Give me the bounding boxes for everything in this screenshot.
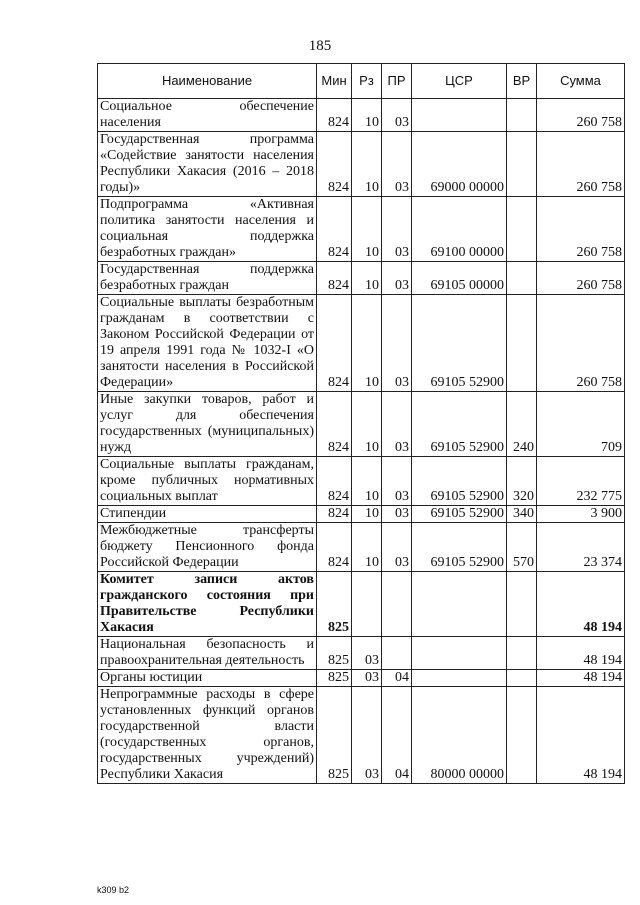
- cell-pr: 03: [382, 457, 412, 506]
- cell-name: Органы юстиции: [98, 670, 317, 687]
- cell-name: Иные закупки товаров, работ и услуг для обеспечения государственных (муниципальных) нужд: [98, 392, 317, 457]
- cell-csr: 69105 52900: [412, 392, 507, 457]
- cell-pr: 04: [382, 670, 412, 687]
- header-vr: ВР: [507, 64, 537, 99]
- table-row: [98, 295, 625, 392]
- cell-name: Национальная безопасность и правоохранительная деятельность: [98, 637, 317, 670]
- header-rz: Рз: [352, 64, 382, 99]
- cell-min: 824: [317, 457, 352, 506]
- page-number: 185: [308, 38, 332, 54]
- cell-pr: 03: [382, 295, 412, 392]
- cell-rz: 10: [352, 262, 382, 295]
- cell-rz: 10: [352, 392, 382, 457]
- cell-rz: 10: [352, 523, 382, 572]
- cell-pr: [382, 572, 412, 637]
- cell-csr: 69000 00000: [412, 132, 507, 197]
- cell-csr: [412, 99, 507, 132]
- budget-table: [97, 63, 625, 784]
- footer-code: k309 b2: [97, 885, 130, 895]
- cell-vr: [507, 295, 537, 392]
- cell-sum: 260 758: [537, 197, 625, 262]
- table-row: [98, 637, 625, 670]
- cell-rz: 10: [352, 197, 382, 262]
- cell-csr: 69105 52900: [412, 295, 507, 392]
- cell-rz: [352, 572, 382, 637]
- cell-pr: 03: [382, 523, 412, 572]
- cell-csr: 69105 52900: [412, 457, 507, 506]
- cell-vr: [507, 670, 537, 687]
- cell-pr: 03: [382, 392, 412, 457]
- cell-min: 825: [317, 687, 352, 784]
- cell-rz: 03: [352, 637, 382, 670]
- cell-vr: 320: [507, 457, 537, 506]
- cell-sum: 3 900: [537, 506, 625, 523]
- table-row: [98, 670, 625, 687]
- table-row: [98, 99, 625, 132]
- cell-name: Социальное обеспечение населения: [98, 99, 317, 132]
- cell-sum: 23 374: [537, 523, 625, 572]
- cell-min: 824: [317, 132, 352, 197]
- cell-csr: [412, 637, 507, 670]
- table-header-row: [98, 64, 625, 99]
- cell-name: Государственная поддержка безработных граждан: [98, 262, 317, 295]
- cell-csr: 69100 00000: [412, 197, 507, 262]
- cell-min: 824: [317, 392, 352, 457]
- cell-rz: 10: [352, 99, 382, 132]
- cell-name: Комитет записи актов гражданского состояния при Правительстве Республики Хакасия: [98, 572, 317, 637]
- cell-name: Подпрограмма «Активная политика занятости населения и социальная поддержка безработных граждан»: [98, 197, 317, 262]
- cell-min: 825: [317, 637, 352, 670]
- cell-name: Межбюджетные трансферты бюджету Пенсионного фонда Российской Федерации: [98, 523, 317, 572]
- cell-pr: [382, 637, 412, 670]
- cell-min: 824: [317, 523, 352, 572]
- cell-min: 824: [317, 99, 352, 132]
- cell-vr: 570: [507, 523, 537, 572]
- table-row: [98, 392, 625, 457]
- cell-sum: 709: [537, 392, 625, 457]
- cell-sum: 48 194: [537, 637, 625, 670]
- cell-csr: 69105 52900: [412, 523, 507, 572]
- header-name: Наименование: [98, 64, 317, 99]
- cell-csr: 80000 00000: [412, 687, 507, 784]
- cell-rz: 10: [352, 457, 382, 506]
- cell-vr: 340: [507, 506, 537, 523]
- table-row: [98, 523, 625, 572]
- table-row: [98, 687, 625, 784]
- cell-rz: 10: [352, 295, 382, 392]
- cell-name: Непрограммные расходы в сфере установленных функций органов государственной власти (государственных органов, государственных учреждений) Республики Хакасия: [98, 687, 317, 784]
- cell-min: 824: [317, 262, 352, 295]
- header-csr: ЦСР: [412, 64, 507, 99]
- table-row: [98, 262, 625, 295]
- cell-rz: 03: [352, 687, 382, 784]
- cell-csr: [412, 572, 507, 637]
- table-row: [98, 572, 625, 637]
- cell-sum: 260 758: [537, 295, 625, 392]
- header-sum: Сумма: [537, 64, 625, 99]
- cell-vr: [507, 687, 537, 784]
- cell-pr: 04: [382, 687, 412, 784]
- cell-vr: 240: [507, 392, 537, 457]
- cell-min: 824: [317, 197, 352, 262]
- cell-vr: [507, 262, 537, 295]
- cell-rz: 03: [352, 670, 382, 687]
- cell-min: 825: [317, 572, 352, 637]
- cell-sum: 260 758: [537, 132, 625, 197]
- cell-pr: 03: [382, 99, 412, 132]
- cell-vr: [507, 572, 537, 637]
- header-min: Мин: [317, 64, 352, 99]
- header-pr: ПР: [382, 64, 412, 99]
- cell-csr: 69105 52900: [412, 506, 507, 523]
- cell-pr: 03: [382, 262, 412, 295]
- cell-name: Государственная программа «Содействие занятости населения Республики Хакасия (2016 – 2018 годы)»: [98, 132, 317, 197]
- cell-name: Социальные выплаты гражданам, кроме публичных нормативных социальных выплат: [98, 457, 317, 506]
- cell-min: 824: [317, 506, 352, 523]
- cell-csr: 69105 00000: [412, 262, 507, 295]
- cell-sum: 48 194: [537, 687, 625, 784]
- cell-vr: [507, 637, 537, 670]
- cell-sum: 260 758: [537, 262, 625, 295]
- cell-csr: [412, 670, 507, 687]
- cell-min: 825: [317, 670, 352, 687]
- cell-name: Социальные выплаты безработным гражданам в соответствии с Законом Российской Федерации от 19 апреля 1991 года № 1032-I «О занятости населения в Российской Федерации»: [98, 295, 317, 392]
- cell-pr: 03: [382, 132, 412, 197]
- table-row: [98, 132, 625, 197]
- cell-pr: 03: [382, 197, 412, 262]
- cell-sum: 260 758: [537, 99, 625, 132]
- table-row: [98, 506, 625, 523]
- cell-vr: [507, 99, 537, 132]
- cell-pr: 03: [382, 506, 412, 523]
- cell-sum: 48 194: [537, 670, 625, 687]
- cell-rz: 10: [352, 506, 382, 523]
- cell-vr: [507, 132, 537, 197]
- table-row: [98, 197, 625, 262]
- cell-vr: [507, 197, 537, 262]
- cell-rz: 10: [352, 132, 382, 197]
- cell-name: Стипендии: [98, 506, 317, 523]
- cell-sum: 48 194: [537, 572, 625, 637]
- cell-sum: 232 775: [537, 457, 625, 506]
- cell-min: 824: [317, 295, 352, 392]
- table-row: [98, 457, 625, 506]
